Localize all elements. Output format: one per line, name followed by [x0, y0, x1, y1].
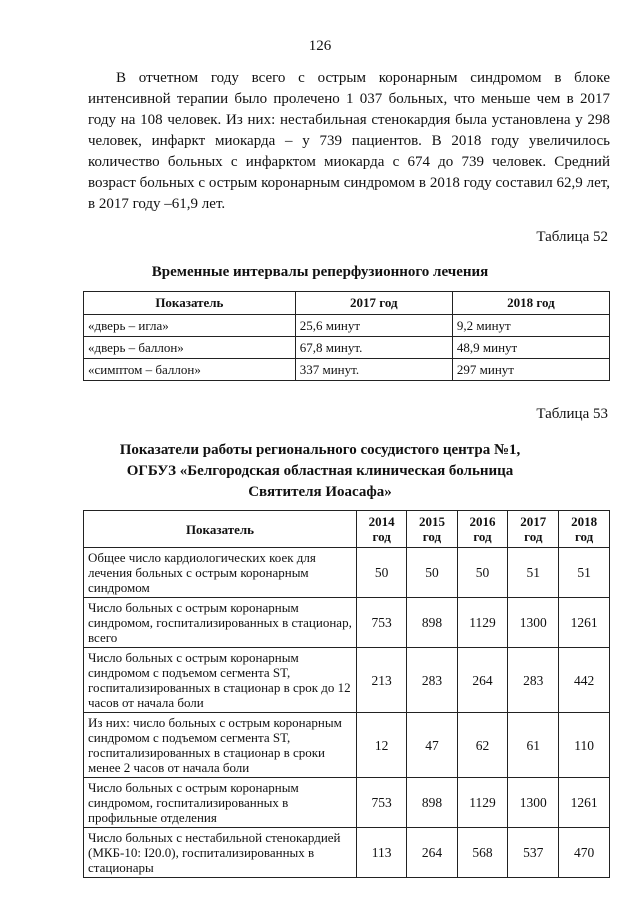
table-cell: 753 [357, 598, 407, 648]
table-header-row [84, 511, 610, 548]
table-52 [83, 291, 610, 381]
page-number: 126 [308, 38, 332, 54]
table-row [84, 598, 610, 648]
table-cell: 50 [357, 548, 407, 598]
table-cell: 25,6 минут [295, 315, 452, 337]
table-cell: 1300 [508, 598, 559, 648]
column-header: Показатель [84, 292, 296, 315]
table-cell: 67,8 минут. [295, 337, 452, 359]
table-cell: 264 [407, 828, 457, 878]
title-line: Святителя Иоасафа» [248, 484, 392, 500]
table-cell: 283 [508, 648, 559, 713]
table-53-label: Таблица 53 [536, 406, 608, 422]
table-row [84, 778, 610, 828]
table-row [84, 828, 610, 878]
table-cell: «симптом – баллон» [84, 359, 296, 381]
table-cell: 110 [559, 713, 610, 778]
table-cell: 297 минут [452, 359, 609, 381]
table-row [84, 315, 610, 337]
table-cell: Число больных с острым коронарным синдромом с подъемом сегмента ST, госпитализированных в стационар в срок до 12 часов от начала боли [84, 648, 357, 713]
table-52-title: Временные интервалы реперфузионного лечения [151, 264, 489, 280]
table-cell: 62 [457, 713, 508, 778]
table-row [84, 548, 610, 598]
table-cell: Общее число кардиологических коек для лечения больных с острым коронарным синдромом [84, 548, 357, 598]
table-53-title [80, 440, 560, 503]
table-row [84, 648, 610, 713]
table-cell: 898 [407, 598, 457, 648]
table-cell: Число больных с острым коронарным синдромом, госпитализированных в стационар, всего [84, 598, 357, 648]
column-header: 2014 год [357, 511, 407, 548]
table-row [84, 337, 610, 359]
title-line: ОГБУЗ «Белгородская областная клиническая больница [126, 463, 514, 479]
table-cell: Из них: число больных с острым коронарным синдромом с подъемом сегмента ST, госпитализированных в стационар в сроки менее 2 часов от начала боли [84, 713, 357, 778]
table-cell: Число больных с острым коронарным синдромом, госпитализированных в профильные отделения [84, 778, 357, 828]
table-cell: 50 [457, 548, 508, 598]
column-header: 2016 год [457, 511, 508, 548]
table-cell: «дверь – игла» [84, 315, 296, 337]
column-header: 2017 год [508, 511, 559, 548]
table-cell: 61 [508, 713, 559, 778]
table-cell: 537 [508, 828, 559, 878]
table-cell: 337 минут. [295, 359, 452, 381]
table-cell: 12 [357, 713, 407, 778]
table-cell: 1129 [457, 598, 508, 648]
table-cell: 9,2 минут [452, 315, 609, 337]
body-paragraph: В отчетном году всего с острым коронарным синдромом в блоке интенсивной терапии было пролечено 1 037 больных, что меньше чем в 2017 году на 108 человек. Из них: нестабильная стенокардия была установлена у 298 человек, инфаркт миокарда – у 739 пациентов. В 2018 году увеличилось количество больных с инфарктом миокарда с 674 до 739 человек. Средний возраст больных с острым коронарным синдромом в 2018 году составил 62,9 лет, в 2017 году –61,9 лет. [88, 70, 610, 212]
column-header: Показатель [84, 511, 357, 548]
table-cell: 283 [407, 648, 457, 713]
table-header-row [84, 292, 610, 315]
table-53 [83, 510, 610, 878]
table-cell: 113 [357, 828, 407, 878]
column-header: 2018 год [452, 292, 609, 315]
table-cell: 51 [559, 548, 610, 598]
table-cell: 568 [457, 828, 508, 878]
table-cell: «дверь – баллон» [84, 337, 296, 359]
table-cell: 47 [407, 713, 457, 778]
table-cell: 1129 [457, 778, 508, 828]
table-cell: 1261 [559, 598, 610, 648]
table-cell: 50 [407, 548, 457, 598]
column-header: 2018 год [559, 511, 610, 548]
table-cell: 51 [508, 548, 559, 598]
table-cell: 1300 [508, 778, 559, 828]
table-cell: 442 [559, 648, 610, 713]
table-52-label: Таблица 52 [536, 229, 608, 245]
table-row [84, 713, 610, 778]
table-cell: 898 [407, 778, 457, 828]
title-line: Показатели работы регионального сосудистого центра №1, [119, 442, 521, 458]
table-cell: 1261 [559, 778, 610, 828]
table-cell: 264 [457, 648, 508, 713]
table-cell: 48,9 минут [452, 337, 609, 359]
column-header: 2015 год [407, 511, 457, 548]
table-row [84, 359, 610, 381]
column-header: 2017 год [295, 292, 452, 315]
table-cell: 213 [357, 648, 407, 713]
table-cell: Число больных с нестабильной стенокардией (МКБ-10: I20.0), госпитализированных в стационары [84, 828, 357, 878]
table-cell: 470 [559, 828, 610, 878]
table-cell: 753 [357, 778, 407, 828]
